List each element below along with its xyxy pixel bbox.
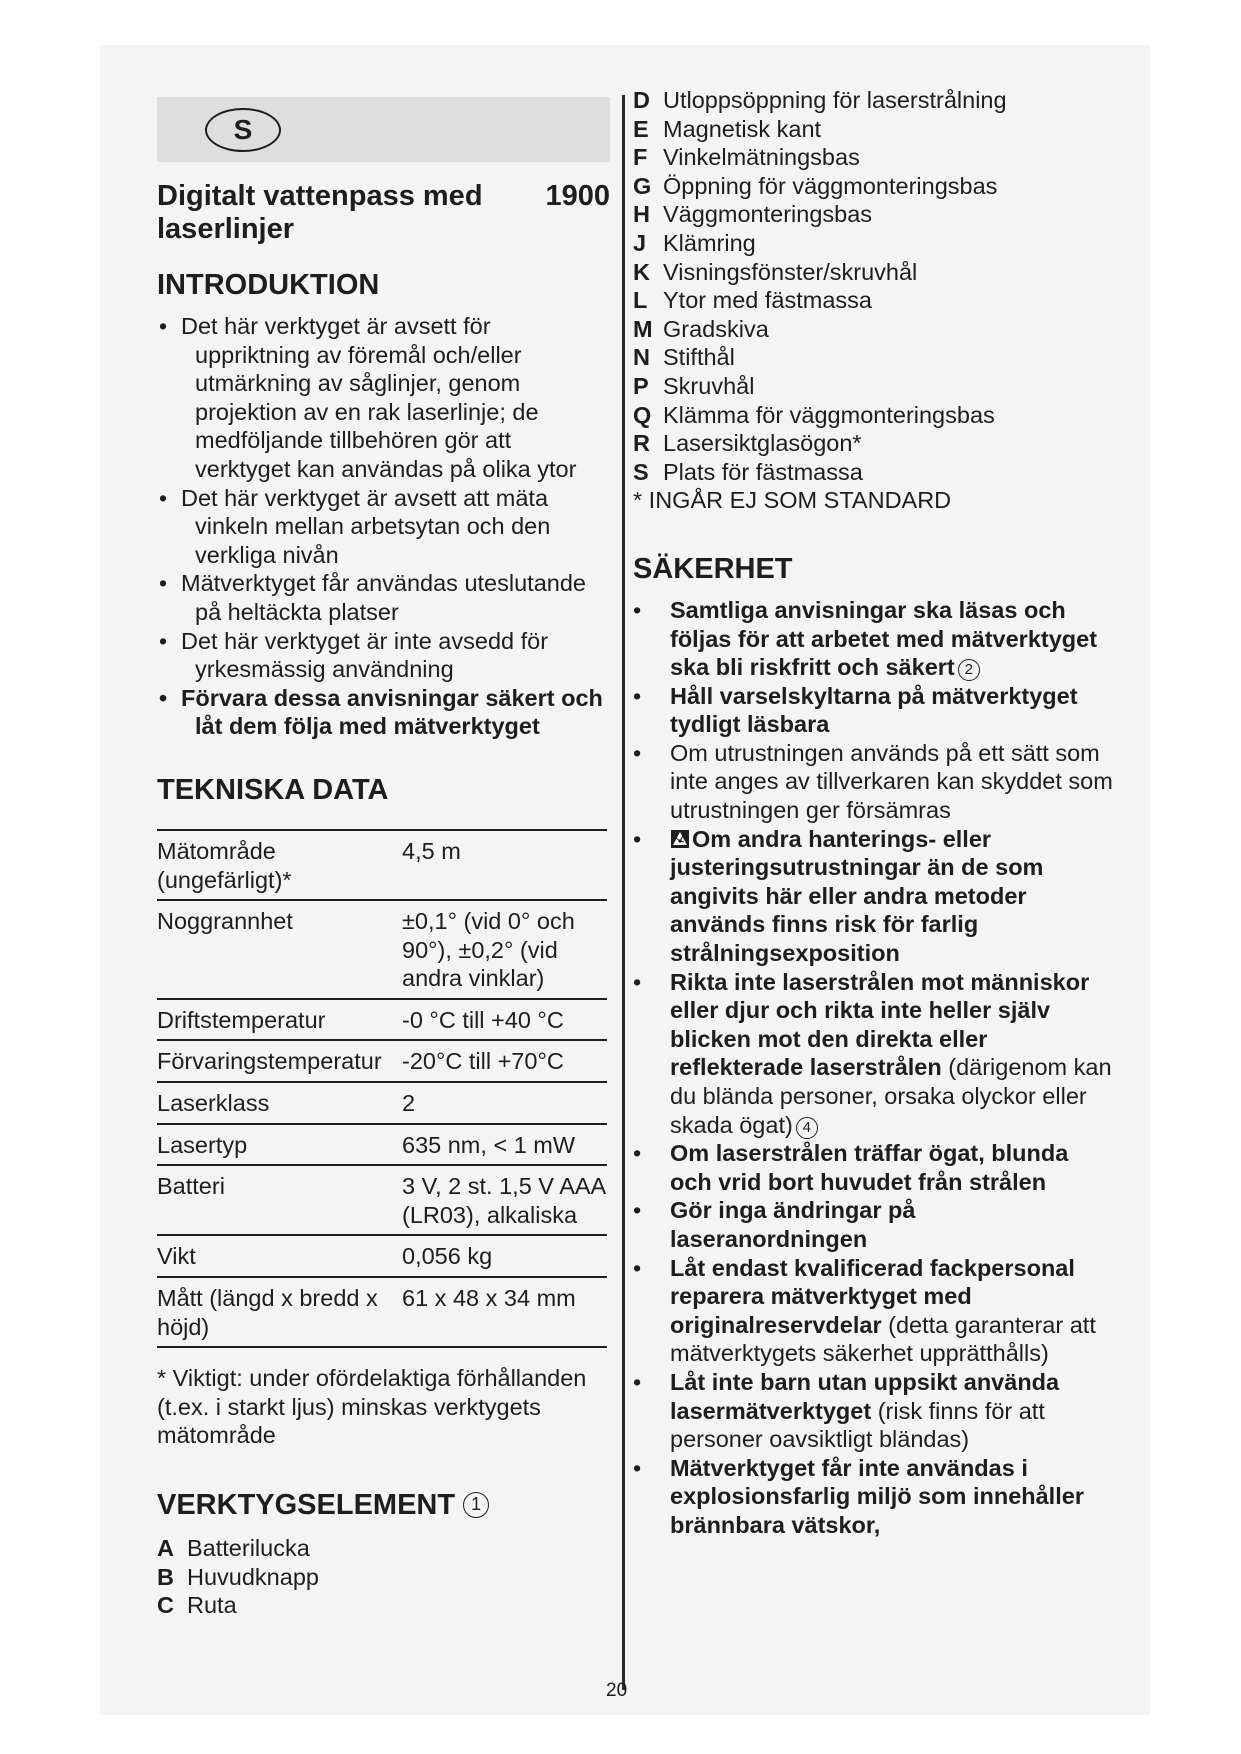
tech-row	[157, 901, 607, 1000]
elements-list-left	[157, 1534, 610, 1620]
element-item	[633, 315, 1113, 344]
tech-value: 61 x 48 x 34 mm	[402, 1285, 576, 1312]
tech-key: Vikt	[157, 1243, 196, 1270]
element-letter: P	[633, 372, 649, 399]
tech-row	[157, 1083, 607, 1125]
element-label: Stifthål	[663, 344, 735, 371]
element-item	[157, 1534, 610, 1563]
safety-item-bold: Låt endast kvalificerad fackpersonal reparera mätverktyget med originalreservdelar	[670, 1254, 1075, 1338]
element-label: Ytor med fästmassa	[663, 287, 872, 314]
language-bar	[157, 97, 610, 162]
element-label: Huvudknapp	[187, 1563, 319, 1590]
element-item	[633, 372, 1113, 401]
element-label: Väggmonteringsbas	[663, 201, 873, 228]
left-column	[157, 97, 610, 1620]
intro-item-text: vinkeln mellan arbetsytan och den verkliga nivån	[195, 513, 551, 568]
intro-item	[157, 484, 610, 570]
figure-ref-badge: 1	[463, 1492, 489, 1518]
safety-item-bold: Rikta inte laserstrålen mot människor eller djur och rikta inte heller själv blicken mot den direkta eller reflekterade laserstrålen	[670, 968, 1090, 1081]
element-label: Plats för fästmassa	[663, 458, 863, 485]
element-item	[633, 143, 1113, 172]
element-label: Magnetisk kant	[663, 115, 822, 142]
tech-key: Lasertyp	[157, 1131, 248, 1158]
element-label: Visningsfönster/skruvhål	[663, 258, 918, 285]
safety-list	[633, 596, 1113, 1540]
tech-data-table	[157, 829, 607, 1348]
element-letter: G	[633, 172, 652, 199]
intro-item-lead: Det här verktyget är avsett att mäta	[181, 484, 549, 511]
intro-item-text: uppriktning av föremål och/eller utmärkning av såglinjer, genom projektion av en rak laserlinje; de medföljande tillbehören gör att verktyget kan användas på olika ytor	[195, 341, 577, 482]
tech-key: Mätområde (ungefärligt)*	[157, 837, 292, 893]
element-item	[633, 200, 1113, 229]
page-title-row	[157, 180, 610, 246]
intro-item-text: yrkesmässig användning	[195, 656, 454, 683]
tech-row	[157, 1041, 607, 1083]
intro-item-text: uteslutande på heltäckta platser	[195, 570, 586, 625]
safety-item	[633, 968, 1113, 1140]
safety-item-bold: Mätverktyget får inte användas i explosionsfarlig miljö som innehåller brännbara vätskor,	[670, 1454, 1084, 1538]
figure-ref-badge: 2	[958, 659, 980, 681]
tech-key: Batteri	[157, 1173, 225, 1200]
intro-item-lead: Det här verktyget är avsett för	[181, 313, 491, 339]
column-divider	[622, 95, 625, 1690]
safety-item	[633, 596, 1113, 682]
tech-value: 2	[402, 1090, 416, 1117]
intro-item-text: och låt dem följa med mätverktyget	[195, 684, 603, 740]
safety-item	[633, 1139, 1113, 1196]
intro-item-lead: Det här verktyget är inte avsedd för	[181, 627, 549, 654]
tech-row	[157, 1125, 607, 1167]
tech-row	[157, 1278, 607, 1348]
safety-item	[633, 1254, 1113, 1368]
intro-item	[157, 684, 610, 741]
elements-heading-text: VERKTYGSELEMENT	[157, 1489, 456, 1521]
element-letter: B	[157, 1563, 174, 1590]
safety-item	[633, 682, 1113, 739]
elements-heading	[157, 1488, 610, 1522]
element-letter: C	[157, 1592, 174, 1619]
page-number: 20	[606, 1680, 628, 1701]
tech-value: 4,5 m	[402, 837, 461, 864]
safety-item-bold: Håll varselskyltarna på mätverktyget tydligt läsbara	[670, 682, 1078, 738]
right-column	[633, 86, 1113, 1540]
element-item	[633, 115, 1113, 144]
element-item	[633, 343, 1113, 372]
element-label: Skruvhål	[663, 372, 755, 399]
tech-row	[157, 831, 607, 901]
safety-heading: SÄKERHET	[633, 552, 793, 585]
element-letter: D	[633, 87, 650, 113]
element-letter: E	[633, 115, 649, 142]
intro-item	[157, 569, 610, 626]
intro-heading: INTRODUKTION	[157, 269, 380, 301]
element-letter: N	[633, 344, 650, 371]
element-item	[633, 429, 1113, 458]
tech-value: 635 nm, < 1 mW	[402, 1131, 576, 1158]
intro-item	[157, 627, 610, 684]
tech-row	[157, 1166, 607, 1236]
tech-key: Förvaringstemperatur	[157, 1048, 382, 1075]
safety-item	[633, 1368, 1113, 1454]
elements-list-right	[633, 86, 1113, 486]
safety-item-text: (därigenom kan du blända personer, orsaka olyckor eller skada ögat)	[670, 1054, 1112, 1138]
intro-item-lead: Mätverktyget får användas	[181, 570, 458, 597]
element-label: Klämma för väggmonteringsbas	[663, 401, 995, 428]
element-letter: Q	[633, 401, 652, 428]
tech-key: Mått (längd x bredd x höjd)	[157, 1285, 378, 1340]
figure-ref-badge: 4	[796, 1117, 818, 1139]
tech-key: Noggrannhet	[157, 908, 293, 935]
laser-warning-icon	[670, 829, 690, 849]
element-item	[633, 172, 1113, 201]
tech-value: ±0,1° (vid 0° och 90°), ±0,2° (vid andra vinklar)	[402, 908, 575, 992]
safety-item-text: (risk finns för att personer oavsiktligt bländas)	[670, 1397, 1045, 1453]
element-letter: R	[633, 430, 650, 457]
element-item	[157, 1591, 610, 1620]
tech-row	[157, 1236, 607, 1278]
tech-value: -0 °C till +40 °C	[402, 1006, 564, 1033]
safety-item-text: (detta garanterar att mätverktygets säkerhet upprätthålls)	[670, 1311, 1096, 1367]
tech-row	[157, 1000, 607, 1042]
element-letter: K	[633, 258, 650, 285]
element-item	[157, 1563, 610, 1592]
element-label: Klämring	[663, 229, 756, 256]
tech-value: 0,056 kg	[402, 1243, 493, 1270]
element-label: Batterilucka	[187, 1535, 310, 1561]
element-letter: F	[633, 144, 648, 171]
tech-key: Driftstemperatur	[157, 1006, 326, 1033]
element-item	[633, 86, 1113, 115]
tech-value: -20°C till +70°C	[402, 1048, 564, 1075]
page-title: Digitalt vattenpass med laserlinjer	[157, 180, 483, 245]
intro-list	[157, 312, 610, 741]
safety-item-bold: Låt inte barn utan uppsikt använda lasermätverktyget	[670, 1368, 1060, 1424]
intro-item-lead: Förvara dessa anvisningar säkert	[181, 684, 555, 711]
element-item	[633, 229, 1113, 258]
element-label: Öppning för väggmonteringsbas	[663, 172, 998, 199]
tech-key: Laserklass	[157, 1090, 270, 1117]
elements-footnote: * INGÅR EJ SOM STANDARD	[633, 487, 952, 514]
element-letter: M	[633, 315, 653, 342]
element-letter: L	[633, 287, 648, 314]
element-letter: J	[633, 229, 647, 256]
element-item	[633, 401, 1113, 430]
element-label: Ruta	[187, 1592, 237, 1619]
element-item	[633, 286, 1113, 315]
element-item	[633, 458, 1113, 487]
safety-item-bold: Samtliga anvisningar ska läsas och följas för att arbetet med mätverktyget ska bli riskfritt och säkert	[670, 596, 1098, 681]
language-badge: S	[205, 108, 281, 152]
safety-item	[633, 1196, 1113, 1253]
tech-heading: TEKNISKA DATA	[157, 773, 389, 806]
tech-value: 3 V, 2 st. 1,5 V AAA (LR03), alkaliska	[402, 1173, 605, 1228]
element-label: Utloppsöppning för laserstrålning	[663, 87, 1007, 113]
safety-item	[633, 825, 1113, 968]
safety-item-text: Om utrustningen används på ett sätt som inte anges av tillverkaren kan skyddet som utrustningen ger försämras	[670, 739, 1113, 824]
model-number: 1900	[545, 180, 610, 212]
element-label: Lasersiktglasögon*	[663, 430, 862, 457]
safety-item-bold: Om andra hanterings- eller justeringsutrustningar än de som angivits här eller andra metoder används finns risk för farlig strålningsexposition	[670, 825, 1044, 967]
element-letter: S	[633, 458, 649, 485]
element-label: Gradskiva	[663, 315, 769, 342]
element-item	[633, 258, 1113, 287]
element-letter: A	[157, 1535, 174, 1561]
safety-item	[633, 739, 1113, 825]
safety-item-bold: Gör inga ändringar på laseranordningen	[670, 1197, 916, 1252]
element-letter: H	[633, 201, 650, 228]
tech-note: * Viktigt: under ofördelaktiga förhållanden (t.ex. i starkt ljus) minskas verktygets mätområde	[157, 1365, 587, 1449]
safety-item-bold: Om laserstrålen träffar ögat, blunda och vrid bort huvudet från strålen	[670, 1140, 1069, 1195]
safety-item	[633, 1454, 1113, 1540]
intro-item	[157, 312, 610, 484]
element-label: Vinkelmätningsbas	[663, 144, 860, 171]
